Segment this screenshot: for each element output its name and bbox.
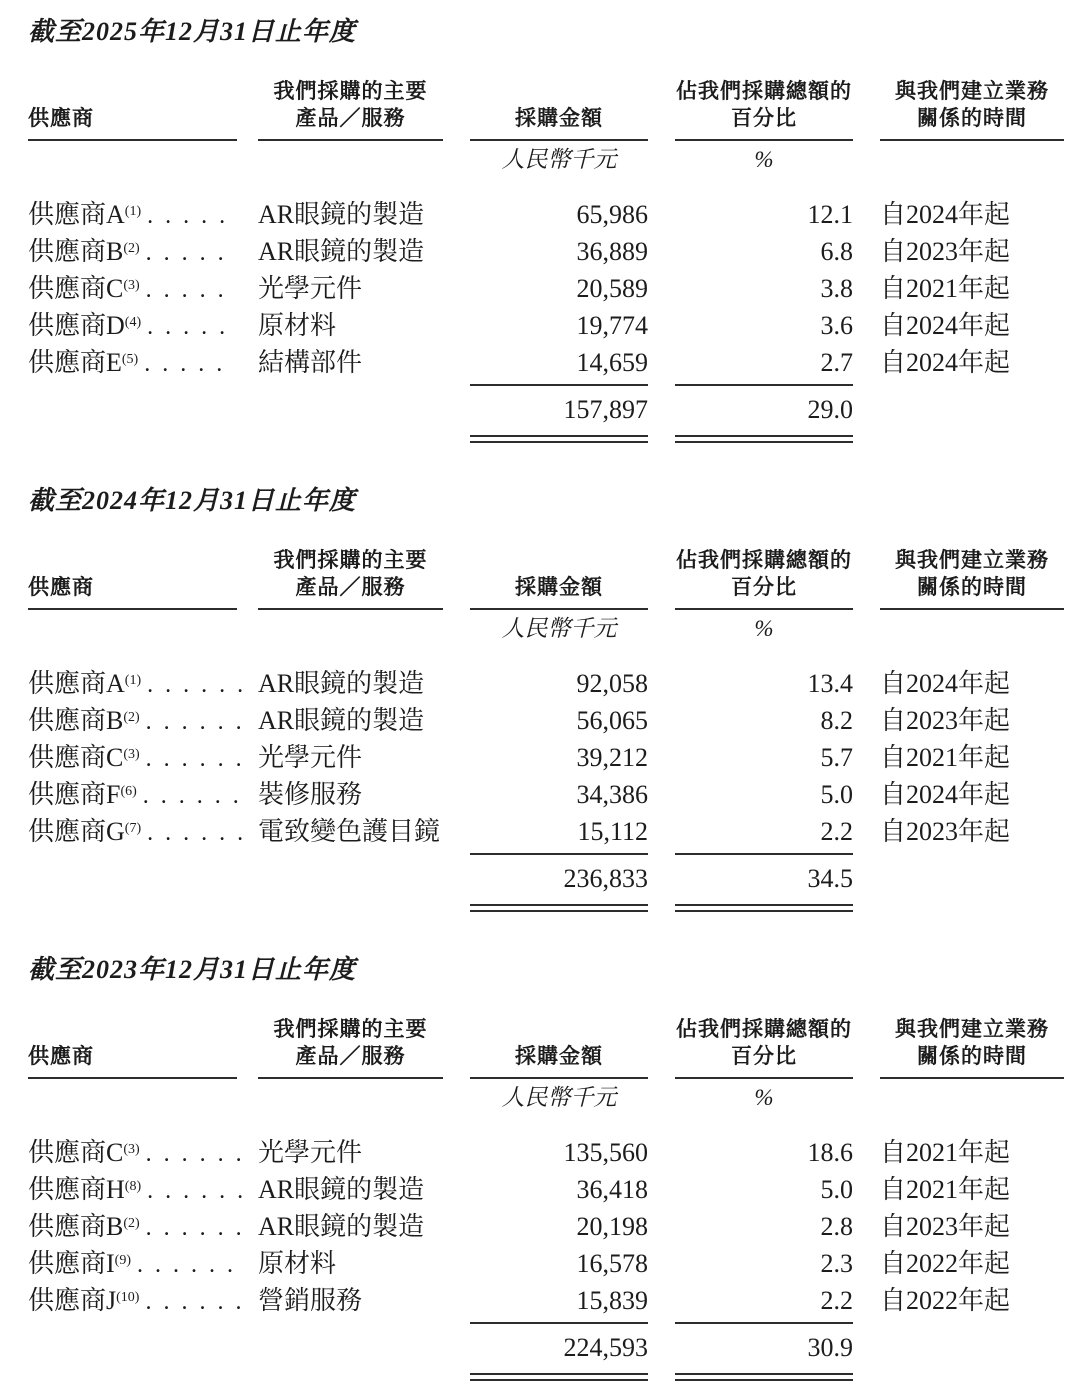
- table-row: [28, 271, 1064, 308]
- header-label-line1: 我們採購的主要: [273, 1018, 428, 1041]
- total-percent: 34.5: [675, 853, 853, 896]
- column-header-percent: [675, 78, 853, 141]
- supplier-cell: [28, 345, 237, 382]
- supplier-cell: [28, 234, 237, 271]
- double-rule-amount: [470, 904, 648, 912]
- dot-leader: . . . . . .: [147, 820, 247, 846]
- footnote-marker: (3): [123, 747, 140, 762]
- column-header-percent: [675, 547, 853, 610]
- supplier-cell: [28, 740, 245, 777]
- amount-cell: 65,986: [576, 200, 648, 229]
- since-cell: 自2024年起: [880, 669, 1011, 698]
- header-label-line1: 我們採購的主要: [273, 80, 428, 103]
- column-header-percent: [675, 1016, 853, 1079]
- dot-leader: . . . . . .: [147, 672, 247, 698]
- footnote-marker: (1): [124, 673, 142, 688]
- dot-leader: . . . . .: [145, 277, 227, 303]
- total-double-rule: [28, 904, 1064, 912]
- dot-leader: . . . . .: [147, 203, 229, 229]
- supplier-cell: [28, 814, 247, 851]
- since-cell: 自2022年起: [880, 1249, 1011, 1278]
- dot-leader: . . . . .: [145, 240, 227, 266]
- product-cell: 營銷服務: [258, 1286, 363, 1315]
- header-label-line1: 與我們建立業務: [895, 1018, 1049, 1041]
- header-label: 採購金額: [515, 576, 603, 599]
- percent-cell: 2.2: [820, 817, 853, 846]
- column-header-relationship: [880, 547, 1064, 610]
- footnote-marker: (9): [114, 1253, 131, 1268]
- percent-cell: 6.8: [820, 237, 853, 266]
- product-cell: AR眼鏡的製造: [258, 1212, 425, 1241]
- table-header-row: [28, 547, 1064, 610]
- column-header-relationship: [880, 1016, 1064, 1079]
- amount-cell: 36,889: [576, 237, 648, 266]
- header-label-line1: 佔我們採購總額的: [676, 1018, 852, 1041]
- total-double-rule: [28, 1373, 1064, 1381]
- table-row: [28, 1135, 1064, 1172]
- footnote-marker: (3): [123, 1142, 140, 1157]
- column-header-products: [258, 547, 443, 610]
- double-rule-percent: [675, 435, 853, 443]
- percent-cell: 5.0: [820, 780, 853, 809]
- footnote-marker: (1): [124, 204, 142, 219]
- amount-cell: 20,589: [576, 274, 648, 303]
- since-cell: 自2023年起: [880, 706, 1011, 735]
- product-cell: 光學元件: [258, 274, 363, 303]
- product-cell: 原材料: [258, 1249, 337, 1278]
- section-title: 截至2023年12月31日止年度: [28, 955, 357, 984]
- supplier-name: 供應商D: [28, 311, 125, 340]
- supplier-name: 供應商A: [28, 669, 125, 698]
- table-row: [28, 1246, 1064, 1283]
- amount-cell: 34,386: [576, 780, 648, 809]
- supplier-name: 供應商B: [28, 237, 124, 266]
- amount-cell: 36,418: [576, 1175, 648, 1204]
- supplier-cell: [28, 666, 247, 703]
- supplier-cell: [28, 777, 242, 814]
- percent-cell: 12.1: [807, 200, 853, 229]
- product-cell: AR眼鏡的製造: [258, 669, 425, 698]
- column-header-relationship: [880, 78, 1064, 141]
- since-cell: 自2023年起: [880, 817, 1011, 846]
- since-cell: 自2021年起: [880, 1138, 1011, 1167]
- header-label-line1: 與我們建立業務: [895, 80, 1049, 103]
- total-percent: 30.9: [675, 1322, 853, 1365]
- footnote-marker: (2): [123, 710, 140, 725]
- amount-cell: 39,212: [576, 743, 648, 772]
- header-label-line2: 產品／服務: [295, 576, 406, 599]
- section-title: 截至2025年12月31日止年度: [28, 17, 357, 46]
- supplier-name: 供應商I: [28, 1249, 115, 1278]
- since-cell: 自2024年起: [880, 780, 1011, 809]
- unit-row: [28, 1079, 1064, 1113]
- section-title: 截至2024年12月31日止年度: [28, 486, 357, 515]
- since-cell: 自2023年起: [880, 237, 1011, 266]
- since-cell: 自2024年起: [880, 200, 1011, 229]
- amount-unit-label: 人民幣千元: [501, 147, 617, 172]
- column-header-products: [258, 1016, 443, 1079]
- dot-leader: . . . . .: [144, 351, 226, 377]
- footnote-marker: (2): [123, 241, 140, 256]
- header-label-line2: 產品／服務: [295, 1045, 406, 1068]
- total-row: [28, 384, 1064, 427]
- since-cell: 自2021年起: [880, 274, 1011, 303]
- header-label: 供應商: [28, 576, 94, 599]
- product-cell: 結構部件: [258, 348, 363, 377]
- column-header-supplier: [28, 547, 237, 610]
- supplier-cell: [28, 1283, 245, 1320]
- amount-cell: 19,774: [576, 311, 648, 340]
- percent-cell: 13.4: [807, 669, 853, 698]
- percent-cell: 3.8: [820, 274, 853, 303]
- double-rule-amount: [470, 435, 648, 443]
- product-cell: 光學元件: [258, 743, 363, 772]
- amount-cell: 15,112: [577, 817, 648, 846]
- supplier-name: 供應商B: [28, 706, 124, 735]
- supplier-name: 供應商J: [28, 1286, 117, 1315]
- column-header-supplier: [28, 78, 237, 141]
- column-header-supplier: [28, 1016, 237, 1079]
- table-row: [28, 1283, 1064, 1320]
- footnote-marker: (3): [123, 278, 140, 293]
- total-amount: 157,897: [470, 384, 648, 427]
- supplier-cell: [28, 703, 245, 740]
- product-cell: AR眼鏡的製造: [258, 1175, 425, 1204]
- supplier-cell: [28, 308, 237, 345]
- supplier-name: 供應商H: [28, 1175, 125, 1204]
- supplier-name: 供應商E: [28, 348, 122, 377]
- percent-cell: 2.7: [820, 348, 853, 377]
- dot-leader: . . . . . .: [145, 1289, 245, 1315]
- percent-cell: 18.6: [807, 1138, 853, 1167]
- column-header-amount: [470, 547, 648, 610]
- footnote-marker: (7): [124, 821, 142, 836]
- header-label: 採購金額: [515, 1045, 603, 1068]
- footnote-marker: (2): [123, 1216, 140, 1231]
- header-label-line1: 與我們建立業務: [895, 549, 1049, 572]
- dot-leader: . . . . . .: [137, 1252, 236, 1278]
- total-percent: 29.0: [675, 384, 853, 427]
- supplier-name: 供應商B: [28, 1212, 124, 1241]
- table-row: [28, 308, 1064, 345]
- product-cell: 裝修服務: [258, 780, 363, 809]
- percent-cell: 2.8: [820, 1212, 853, 1241]
- percent-cell: 5.7: [820, 743, 853, 772]
- column-header-amount: [470, 1016, 648, 1079]
- amount-unit-label: 人民幣千元: [501, 1085, 617, 1110]
- dot-leader: . . . . . .: [145, 1141, 245, 1167]
- unit-row: [28, 141, 1064, 175]
- since-cell: 自2023年起: [880, 1212, 1011, 1241]
- supplier-cell: [28, 1135, 245, 1172]
- since-cell: 自2022年起: [880, 1286, 1011, 1315]
- header-label-line1: 佔我們採購總額的: [676, 549, 852, 572]
- dot-leader: . . . . . .: [145, 746, 245, 772]
- product-cell: 光學元件: [258, 1138, 363, 1167]
- table-row: [28, 345, 1064, 382]
- amount-cell: 20,198: [576, 1212, 648, 1241]
- footnote-marker: (8): [124, 1179, 142, 1194]
- header-label-line1: 佔我們採購總額的: [676, 80, 852, 103]
- percent-cell: 2.2: [820, 1286, 853, 1315]
- percent-unit-label: %: [754, 1085, 774, 1110]
- unit-row: [28, 610, 1064, 644]
- table-header-row: [28, 1016, 1064, 1079]
- supplier-cell: [28, 197, 237, 234]
- footnote-marker: (4): [124, 315, 142, 330]
- header-label-line2: 百分比: [731, 107, 797, 130]
- total-amount: 224,593: [470, 1322, 648, 1365]
- footnote-marker: (10): [116, 1290, 140, 1305]
- double-rule-amount: [470, 1373, 648, 1381]
- since-cell: 自2024年起: [880, 311, 1011, 340]
- supplier-cell: [28, 271, 237, 308]
- supplier-cell: [28, 1209, 245, 1246]
- percent-cell: 8.2: [820, 706, 853, 735]
- column-header-products: [258, 78, 443, 141]
- table-row: [28, 666, 1064, 703]
- table-header-row: [28, 78, 1064, 141]
- amount-cell: 14,659: [576, 348, 648, 377]
- total-amount: 236,833: [470, 853, 648, 896]
- amount-cell: 16,578: [576, 1249, 648, 1278]
- column-header-amount: [470, 78, 648, 141]
- section-fy2025: [28, 16, 1064, 443]
- total-row: [28, 853, 1064, 896]
- header-label: 供應商: [28, 1045, 94, 1068]
- amount-unit-label: 人民幣千元: [501, 616, 617, 641]
- since-cell: 自2021年起: [880, 743, 1011, 772]
- table-row: [28, 814, 1064, 851]
- supplier-name: 供應商F: [28, 780, 121, 809]
- total-double-rule: [28, 435, 1064, 443]
- footnote-marker: (6): [120, 784, 137, 799]
- dot-leader: . . . . .: [147, 314, 229, 340]
- product-cell: 原材料: [258, 311, 337, 340]
- header-label: 供應商: [28, 107, 94, 130]
- percent-unit-label: %: [754, 147, 774, 172]
- header-label-line1: 我們採購的主要: [273, 549, 428, 572]
- product-cell: AR眼鏡的製造: [258, 706, 425, 735]
- product-cell: AR眼鏡的製造: [258, 200, 425, 229]
- table-row: [28, 740, 1064, 777]
- dot-leader: . . . . . .: [145, 1215, 245, 1241]
- header-label: 採購金額: [515, 107, 603, 130]
- section-fy2024: [28, 485, 1064, 912]
- supplier-name: 供應商C: [28, 743, 124, 772]
- dot-leader: . . . . . .: [142, 783, 242, 809]
- table-row: [28, 234, 1064, 271]
- since-cell: 自2021年起: [880, 1175, 1011, 1204]
- supplier-name: 供應商G: [28, 817, 125, 846]
- table-row: [28, 777, 1064, 814]
- supplier-name: 供應商A: [28, 200, 125, 229]
- footnote-marker: (5): [121, 352, 139, 367]
- header-label-line2: 關係的時間: [917, 1045, 1027, 1068]
- table-row: [28, 197, 1064, 234]
- header-label-line2: 關係的時間: [917, 107, 1027, 130]
- product-cell: AR眼鏡的製造: [258, 237, 425, 266]
- amount-cell: 15,839: [576, 1286, 648, 1315]
- percent-cell: 3.6: [820, 311, 853, 340]
- table-row: [28, 1209, 1064, 1246]
- dot-leader: . . . . . .: [147, 1178, 247, 1204]
- double-rule-percent: [675, 904, 853, 912]
- percent-cell: 5.0: [820, 1175, 853, 1204]
- double-rule-percent: [675, 1373, 853, 1381]
- amount-cell: 92,058: [576, 669, 648, 698]
- percent-unit-label: %: [754, 616, 774, 641]
- amount-cell: 56,065: [576, 706, 648, 735]
- header-label-line2: 百分比: [731, 1045, 797, 1068]
- table-row: [28, 703, 1064, 740]
- supplier-name: 供應商C: [28, 274, 124, 303]
- product-cell: 電致變色護目鏡: [258, 817, 441, 846]
- supplier-cell: [28, 1172, 247, 1209]
- since-cell: 自2024年起: [880, 348, 1011, 377]
- table-row: [28, 1172, 1064, 1209]
- supplier-cell: [28, 1246, 237, 1283]
- supplier-name: 供應商C: [28, 1138, 124, 1167]
- header-label-line2: 關係的時間: [917, 576, 1027, 599]
- section-fy2023: [28, 954, 1064, 1381]
- header-label-line2: 產品／服務: [295, 107, 406, 130]
- percent-cell: 2.3: [820, 1249, 853, 1278]
- header-label-line2: 百分比: [731, 576, 797, 599]
- dot-leader: . . . . . .: [145, 709, 245, 735]
- total-row: [28, 1322, 1064, 1365]
- amount-cell: 135,560: [563, 1138, 648, 1167]
